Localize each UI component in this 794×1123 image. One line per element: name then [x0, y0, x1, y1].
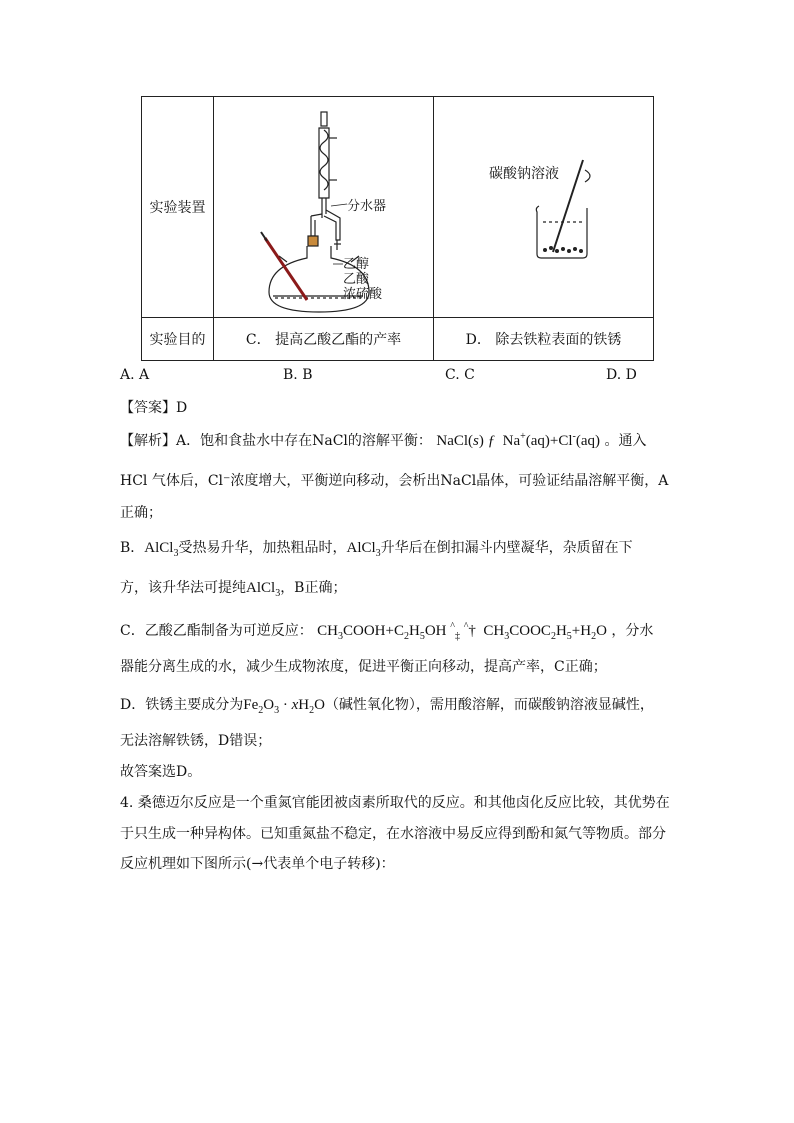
option-b: B. B [283, 367, 313, 383]
beaker-figure [435, 98, 652, 316]
nacl-equilibrium: NaCl(s) ƒ Na+(aq)+Cl-(aq) [436, 431, 601, 449]
analysis-b-prefix: B． [120, 540, 145, 556]
analysis-b-mid1: 受热易升华，加热粗品时， [178, 540, 347, 556]
analysis-d-line1 [120, 694, 654, 716]
row-label-purpose: 实验目的 [142, 318, 214, 361]
q4-line1: 4. 桑德迈尔反应是一个重氮官能团被卤素所取代的反应。和其他卤化反应比较，其优势在 [120, 795, 670, 811]
apparatus-d [434, 97, 654, 318]
answer: 【答案】D [120, 400, 188, 416]
purpose-d: D． 除去铁粒表面的铁锈 [434, 318, 654, 361]
option-d: D. D [606, 367, 637, 383]
q4-line3: 反应机理如下图所示(→代表单个电子转移)： [120, 856, 395, 872]
analysis-a-tail: 。通入 [604, 433, 647, 449]
analysis-d-line2: 无法溶解铁锈，D错误； [120, 733, 272, 749]
q4-line2: 于只生成一种异构体。已知重氮盐不稳定，在水溶液中易反应得到酚和氮气等物质。部分 [120, 826, 666, 842]
analysis-c-prefix: C．乙酸乙酯制备为可逆反应： [120, 623, 313, 639]
analysis-a-line3: 正确； [120, 505, 162, 521]
esterification-apparatus-figure [215, 98, 432, 316]
label-water-separator: 分水器 [347, 199, 387, 214]
analysis-b-line2-prefix: 方，该升华法可提纯 [120, 580, 246, 596]
analysis-d-suffix: （碱性氧化物），需用酸溶解，而碳酸钠溶液显碱性， [324, 697, 654, 713]
alcl3-formula: AlCl$_3$ [144, 540, 179, 559]
option-a: A. A [120, 367, 150, 383]
label-acetic-acid: 乙酸 [343, 272, 370, 287]
rust-formula: $Fe_2O_3 \cdot xH_2O$ [243, 697, 325, 716]
alcl3-formula: AlCl$_3$ [346, 540, 381, 559]
analysis-a-line2: HCl 气体后，Cl⁻浓度增大，平衡逆向移动，会析出NaCl晶体，可验证结晶溶解平衡，A [120, 473, 669, 489]
label-ethanol: 乙醇 [343, 257, 370, 272]
alcl3-formula: AlCl$_3$ [246, 580, 281, 599]
analysis-b-line2 [120, 577, 346, 599]
analysis-a-line1 [120, 430, 647, 450]
conclusion: 故答案选D。 [120, 764, 202, 780]
analysis-b-line1 [120, 537, 633, 559]
label-sulfuric-acid: 浓硫酸 [343, 287, 383, 302]
analysis-c-line1 [120, 620, 653, 642]
row-label-apparatus: 实验装置 [142, 97, 214, 318]
analysis-c-suffix: ，分水 [611, 623, 654, 639]
analysis-b-line2-suffix: ，B正确； [280, 580, 347, 596]
purpose-c: C． 提高乙酸乙酯的产率 [214, 318, 434, 361]
analysis-d-prefix: D．铁锈主要成分为 [120, 697, 244, 713]
esterification-equation: $CH_3COOH+C_2H_5OH$ ^$_\ddagger$ ^† $CH_3COOC_2H_5+H_2O$ [317, 621, 607, 642]
experiment-table [141, 96, 654, 361]
label-sodium-carbonate: 碳酸钠溶液 [489, 166, 559, 182]
analysis-c-line2: 器能分离生成的水，减少生成物浓度，促进平衡正向移动，提高产率，C正确； [120, 659, 607, 675]
apparatus-c [214, 97, 434, 318]
analysis-a-text: 【解析】A．饱和食盐水中存在NaCl的溶解平衡： [120, 433, 432, 449]
option-c: C. C [445, 367, 475, 383]
analysis-b-mid2: 升华后在倒扣漏斗内壁凝华，杂质留在下 [380, 540, 633, 556]
